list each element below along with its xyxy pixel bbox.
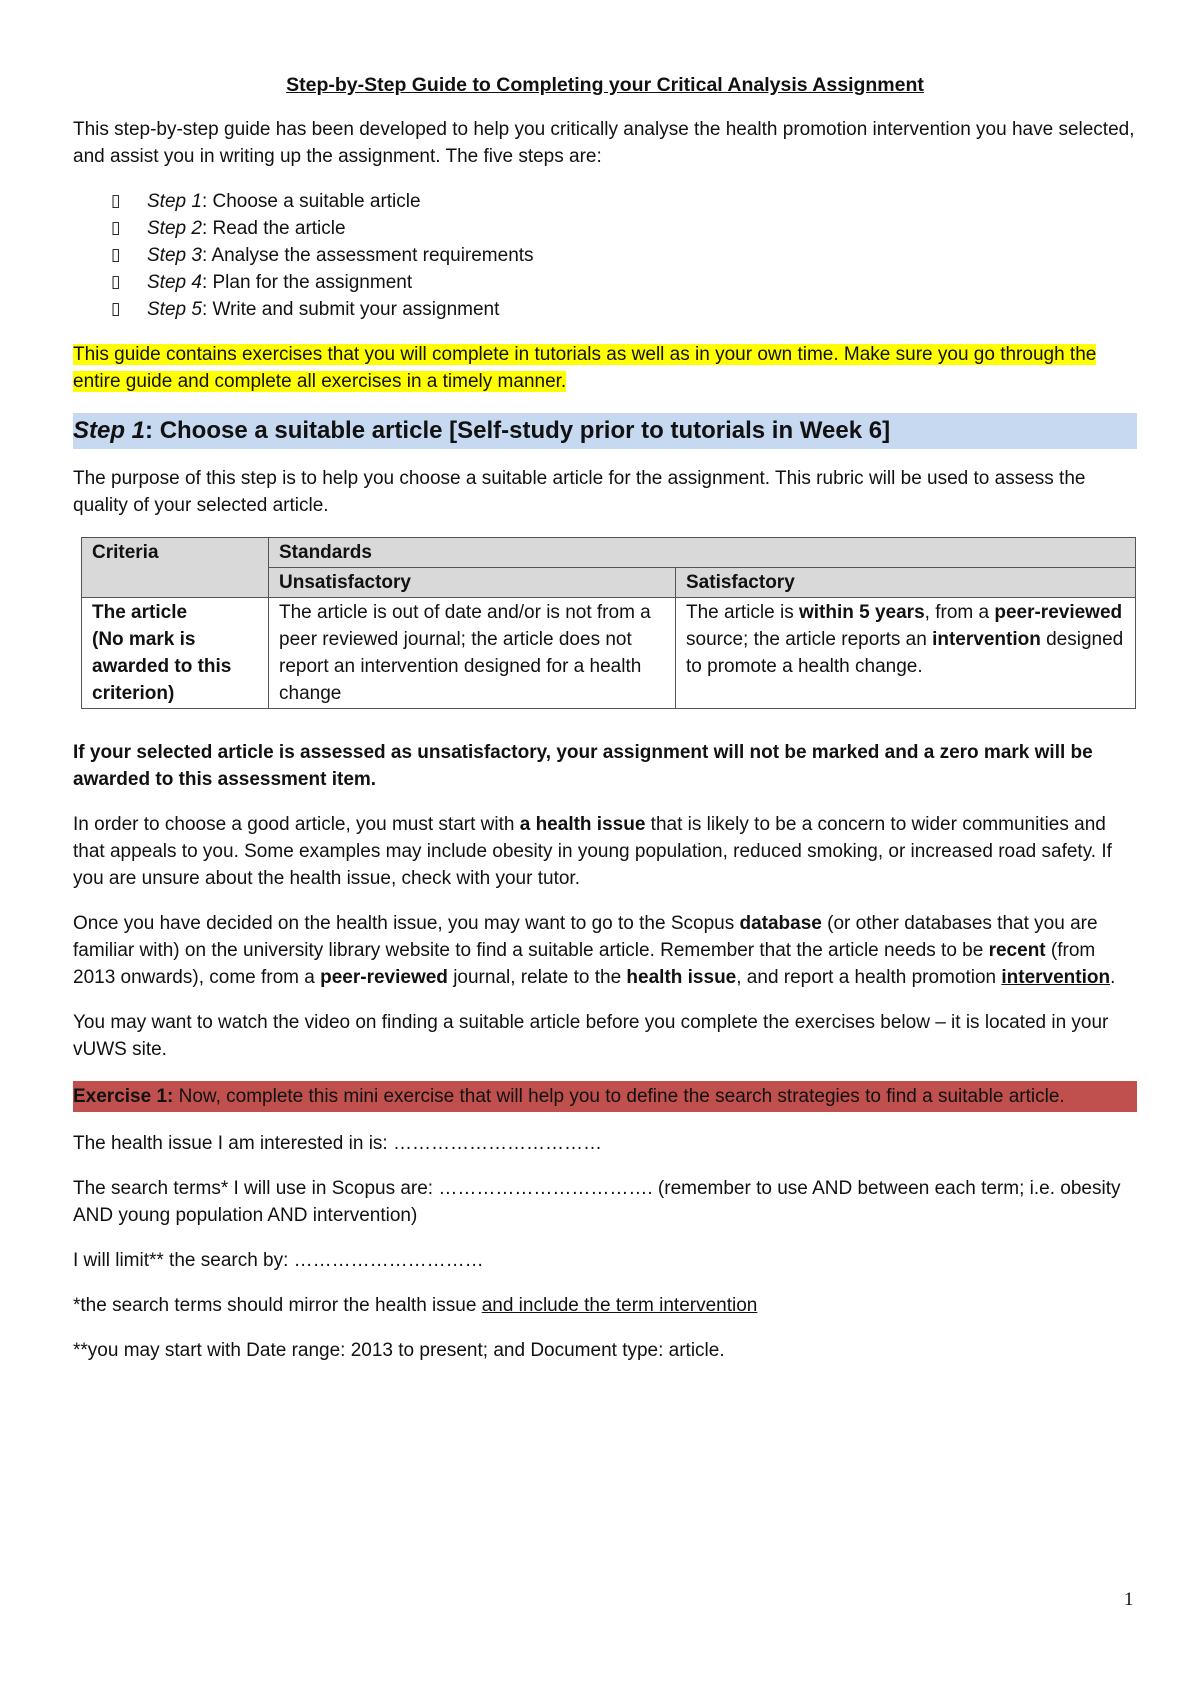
document-page — [73, 72, 1137, 1382]
list-item: ▯ Step 2: Read the article — [111, 215, 1137, 242]
table-row — [82, 598, 1136, 709]
footnote-limit: **you may start with Date range: 2013 to present; and Document type: article. — [73, 1340, 725, 1361]
standards-header: Standards — [269, 538, 1136, 568]
missing-glyph-icon: ▯ — [111, 299, 121, 319]
video-paragraph: You may want to watch the video on finding a suitable article before you complete the exercises below – it is located in your vUWS site. — [73, 1012, 1109, 1060]
health-issue-line: The health issue I am interested in is: …………………………… — [73, 1133, 602, 1154]
criterion-cell — [82, 598, 269, 709]
footnote-search-terms: *the search terms should mirror the health issue and include the term intervention — [73, 1295, 758, 1316]
missing-glyph-icon: ▯ — [111, 245, 121, 265]
document-title: Step-by-Step Guide to Completing your Critical Analysis Assignment — [286, 74, 924, 96]
page-number: 1 — [1124, 1589, 1134, 1610]
step1-purpose: The purpose of this step is to help you choose a suitable article for the assignment. This rubric will be used to assess the quality of your selected article. — [73, 468, 1086, 516]
satisfactory-cell: The article is within 5 years, from a peer-reviewed source; the article reports an intervention designed to promote a health change. — [676, 598, 1136, 709]
list-item: ▯ Step 3: Analyse the assessment requirements — [111, 242, 1137, 269]
intro-paragraph: This step-by-step guide has been developed to help you critically analyse the health promotion intervention you have selected, and assist you in writing up the assignment. The five steps are: — [73, 119, 1135, 167]
health-issue-paragraph: In order to choose a good article, you must start with a health issue that is likely to be a concern to wider communities and that appeals to you. Some examples may include obesity in young population, reduced smoking, or increased road safety. If you are unsure about the health issue, check with your tutor. — [73, 814, 1112, 889]
criterion-label: The article — [92, 602, 188, 623]
search-limit-line: I will limit** the search by: ………………………… — [73, 1250, 484, 1271]
exercise-banner: Exercise 1: Now, complete this mini exercise that will help you to define the search strategies to find a suitable article. — [73, 1081, 1137, 1112]
list-item: ▯ Step 5: Write and submit your assignment — [111, 296, 1137, 323]
unsatisfactory-header: Unsatisfactory — [269, 568, 676, 598]
highlight-note: This guide contains exercises that you will complete in tutorials as well as in your own time. Make sure you go through the entire guide and complete all exercises in a timely manner. — [73, 344, 1097, 392]
missing-glyph-icon: ▯ — [111, 191, 121, 211]
database-paragraph: Once you have decided on the health issue, you may want to go to the Scopus database (or other databases that you are familiar with) on the university library website to find a suitable article. Remember that the article needs to be recent (from 2013 onwards), come from a peer-reviewed journal, relate to the health issue, and report a health promotion intervention. — [73, 913, 1116, 988]
unsatisfactory-cell: The article is out of date and/or is not from a peer reviewed journal; the article does not report an intervention designed for a health change — [269, 598, 676, 709]
step1-heading: Step 1: Choose a suitable article [Self-study prior to tutorials in Week 6] — [73, 413, 1137, 449]
warning-paragraph: If your selected article is assessed as unsatisfactory, your assignment will not be marked and a zero mark will be awarded to this assessment item. — [73, 742, 1093, 790]
satisfactory-header: Satisfactory — [676, 568, 1136, 598]
missing-glyph-icon: ▯ — [111, 218, 121, 238]
criteria-header: Criteria — [82, 538, 269, 598]
search-terms-line: The search terms* I will use in Scopus are: ……………………………. (remember to use AND between each term; i.e. obesity AND young population AND intervention) — [73, 1178, 1121, 1226]
steps-list — [73, 188, 1137, 323]
rubric-table — [81, 537, 1136, 709]
list-item: ▯ Step 1: Choose a suitable article — [111, 188, 1137, 215]
criterion-note: (No mark is awarded to this criterion) — [92, 629, 232, 704]
missing-glyph-icon: ▯ — [111, 272, 121, 292]
list-item: ▯ Step 4: Plan for the assignment — [111, 269, 1137, 296]
